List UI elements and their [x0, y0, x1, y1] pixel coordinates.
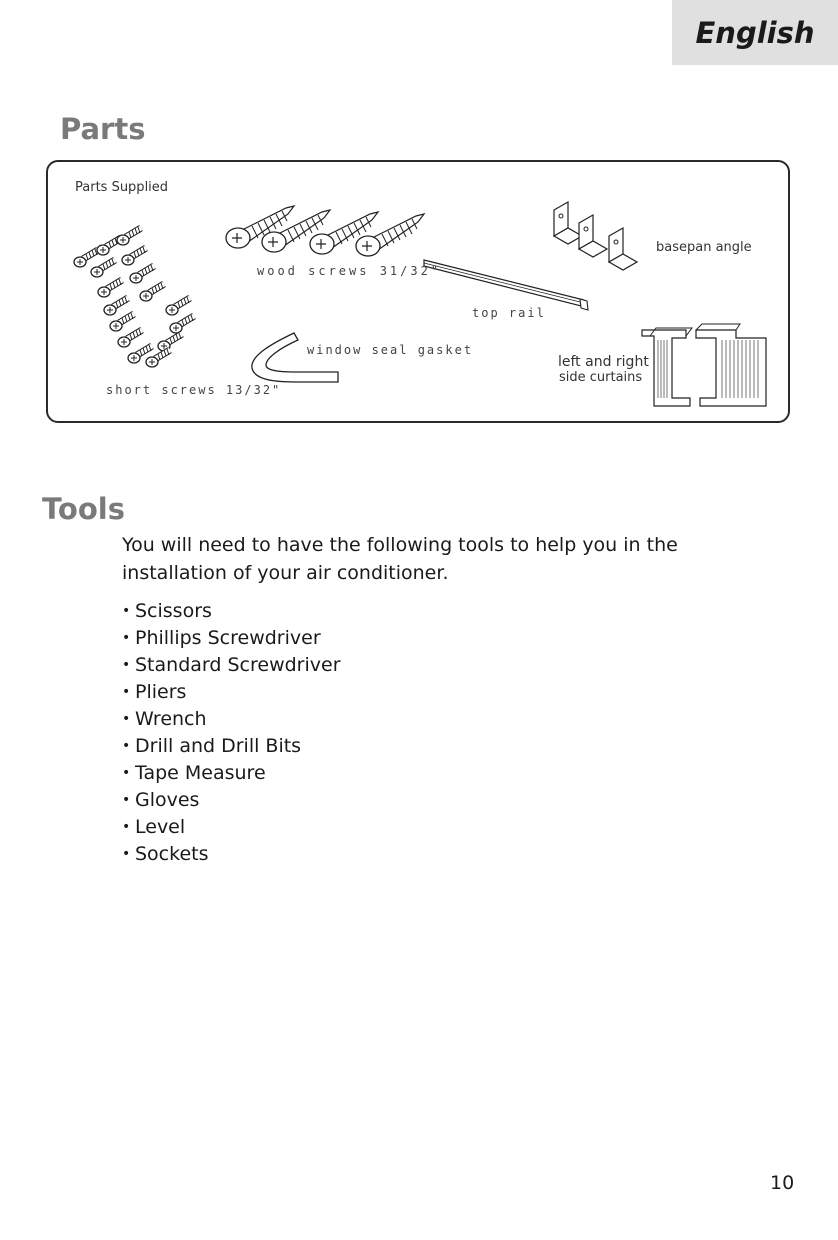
tools-intro: You will need to have the following tools to help you in the installation of your air conditioner.	[122, 534, 678, 584]
short-screws-label: short screws 13/32"	[106, 383, 282, 397]
side-curtains-label-line2: side curtains	[559, 370, 643, 385]
top-rail-label: top rail	[472, 306, 546, 320]
parts-heading: Parts	[60, 112, 146, 146]
tool-list-item: • Pliers	[122, 679, 341, 706]
wood-screws-label: wood screws 31/32"	[257, 264, 442, 278]
bullet: •	[122, 819, 131, 835]
top-rail-illustration	[424, 260, 588, 310]
page-number: 10	[770, 1172, 795, 1194]
tool-list-item: • Standard Screwdriver	[122, 652, 341, 679]
tool-list-item: • Gloves	[122, 787, 341, 814]
bullet: •	[122, 711, 131, 727]
bullet: •	[122, 684, 131, 700]
tool-list-item: • Level	[122, 814, 341, 841]
parts-supplied-label: Parts Supplied	[75, 180, 169, 195]
short-screws-illustration	[74, 227, 194, 367]
basepan-angle-label: basepan angle	[656, 240, 752, 255]
language-label: English	[695, 15, 815, 50]
language-tab	[672, 0, 838, 65]
side-curtains-illustration	[642, 324, 766, 406]
tool-list-item: • Phillips Screwdriver	[122, 625, 341, 652]
tool-list-item: • Sockets	[122, 841, 341, 868]
wood-screws-illustration	[226, 206, 424, 256]
bullet: •	[122, 738, 131, 754]
tool-list-item: • Drill and Drill Bits	[122, 733, 341, 760]
tool-list-item: • Tape Measure	[122, 760, 341, 787]
tool-list-item: • Scissors	[122, 598, 341, 625]
tools-heading: Tools	[42, 492, 125, 526]
basepan-angle-illustration	[554, 202, 637, 270]
bullet: •	[122, 846, 131, 862]
window-seal-gasket-illustration	[252, 333, 338, 382]
tool-list-item: • Wrench	[122, 706, 341, 733]
bullet: •	[122, 630, 131, 646]
bullet: •	[122, 792, 131, 808]
bullet: •	[122, 603, 131, 619]
tool-list	[122, 598, 341, 868]
window-seal-gasket-label: window seal gasket	[307, 343, 474, 357]
bullet: •	[122, 657, 131, 673]
bullet: •	[122, 765, 131, 781]
side-curtains-label-line1: left and right	[558, 354, 649, 370]
